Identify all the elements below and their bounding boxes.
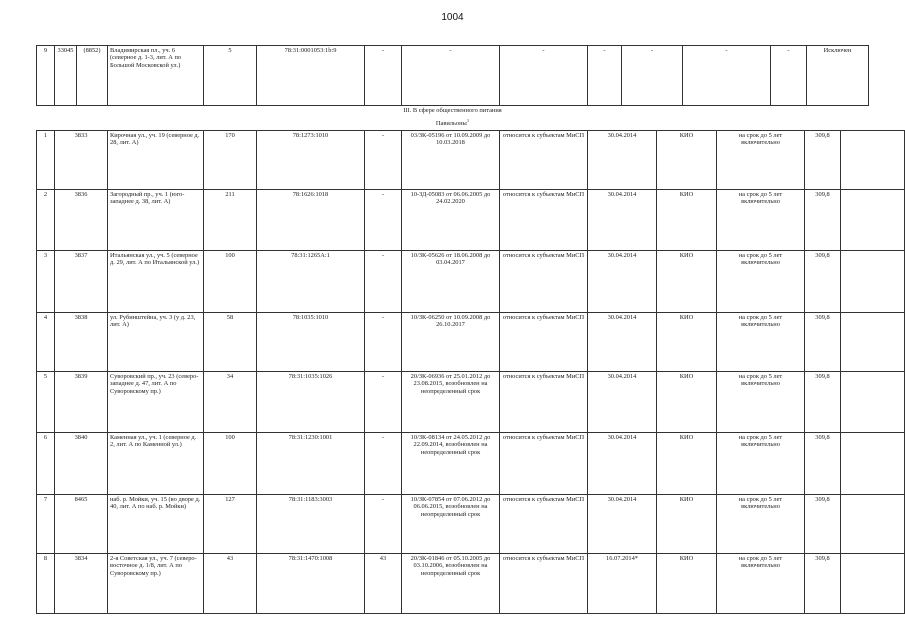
- area: 100: [204, 433, 257, 495]
- object-id: 3836: [55, 190, 108, 251]
- row-number: 4: [37, 313, 55, 372]
- term: на срок до 5 лет включительно: [717, 313, 805, 372]
- table-row: [37, 554, 905, 614]
- organization: КИО: [657, 495, 717, 554]
- row-number: 7: [37, 495, 55, 554]
- cell-5: -: [365, 190, 402, 251]
- object-id: 3840: [55, 433, 108, 495]
- table-row: [37, 313, 905, 372]
- term: на срок до 5 лет включительно: [717, 554, 805, 614]
- object-id: 3838: [55, 313, 108, 372]
- address: Кирочная ул., уч. 19 (северное д. 28, лит. А): [108, 131, 204, 190]
- price: 309,8: [805, 554, 841, 614]
- address: ул. Рубинштейна, уч. 3 (у д. 23, лит. А): [108, 313, 204, 372]
- organization: КИО: [657, 251, 717, 313]
- decision-date: 30.04.2014: [588, 131, 657, 190]
- object-id: 3834: [55, 554, 108, 614]
- cell-5: -: [365, 131, 402, 190]
- price: 309,8: [805, 495, 841, 554]
- row-number: 5: [37, 372, 55, 433]
- object-id: 3837: [55, 251, 108, 313]
- area: 5: [204, 46, 257, 106]
- row-number: 9: [37, 46, 55, 106]
- blank-cell: [841, 313, 905, 372]
- address: Загородный пр., уч. 1 (юго-западнее д. 38, лит. А): [108, 190, 204, 251]
- price: 309,8: [805, 313, 841, 372]
- category: относится к субъектам МиСП: [500, 554, 588, 614]
- cadastral-number: 78:1626:1018: [257, 190, 365, 251]
- cadastral-number: 78:31:0001053:1b:9: [257, 46, 365, 106]
- status-cell: Исключен: [807, 46, 869, 106]
- term: на срок до 5 лет включительно: [717, 495, 805, 554]
- main-table-body: [37, 131, 905, 614]
- decision-date: 30.04.2014: [588, 251, 657, 313]
- cadastral-number: 78:1035:1010: [257, 313, 365, 372]
- cadastral-number: 78:31:1035:1026: [257, 372, 365, 433]
- decision-date: 30.04.2014: [588, 372, 657, 433]
- blank-cell: [841, 433, 905, 495]
- address: Владимирская пл., уч. 6 (северное д. 1-3, лит. А по Большой Московской ул.): [108, 46, 204, 106]
- blank-cell: [841, 495, 905, 554]
- area: 58: [204, 313, 257, 372]
- address: наб. р. Мойки, уч. 15 (во дворе д. 40, лит. А по наб. р. Мойки): [108, 495, 204, 554]
- cell-9: -: [622, 46, 683, 106]
- decision-date: 30.04.2014: [588, 190, 657, 251]
- contract-info: 20/ЗК-06936 от 25.01.2012 до 23.08.2015, возобновлен на неопределенный срок: [402, 372, 500, 433]
- area: 170: [204, 131, 257, 190]
- cell-5: -: [365, 251, 402, 313]
- cell-5: -: [365, 313, 402, 372]
- row-number: 3: [37, 251, 55, 313]
- blank-cell: [841, 251, 905, 313]
- blank-cell: [841, 131, 905, 190]
- category: относится к субъектам МиСП: [500, 372, 588, 433]
- main-table: [36, 130, 905, 614]
- category: относится к субъектам МиСП: [500, 190, 588, 251]
- organization: КИО: [657, 190, 717, 251]
- cell-5: -: [365, 46, 402, 106]
- contract-info: 03/ЗК-05196 от 10.09.2009 до 10.03.2018: [402, 131, 500, 190]
- decision-date: 16.07.2014*: [588, 554, 657, 614]
- blank-cell: [841, 190, 905, 251]
- price: 309,8: [805, 251, 841, 313]
- cadastral-number: 78:31:1183:3003: [257, 495, 365, 554]
- object-id: 3833: [55, 131, 108, 190]
- row-number: 2: [37, 190, 55, 251]
- price: 309,8: [805, 190, 841, 251]
- contract-info: 10/ЗК-08134 от 24.05.2012 до 22.09.2014, возобновлен на неопределенный срок: [402, 433, 500, 495]
- cell-6: -: [402, 46, 500, 106]
- subsection-title-text: Павильоны: [435, 120, 467, 127]
- price: 309,8: [805, 131, 841, 190]
- address: Итальянская ул., уч. 5 (северное д. 29, лит. А по Итальянской ул.): [108, 251, 204, 313]
- contract-info: 10/ЗК-06250 от 10.09.2008 до 26.10.2017: [402, 313, 500, 372]
- price: 309,8: [805, 433, 841, 495]
- cadastral-number: 78:31:1230:1001: [257, 433, 365, 495]
- area: 127: [204, 495, 257, 554]
- area: 211: [204, 190, 257, 251]
- contract-info: 10/ЗК-07854 от 07.06.2012 до 06.06.2015, возобновлен на неопределенный срок: [402, 495, 500, 554]
- object-id: 8465: [55, 495, 108, 554]
- cadastral-number: 78:31:1265А:1: [257, 251, 365, 313]
- category: относится к субъектам МиСП: [500, 251, 588, 313]
- term: на срок до 5 лет включительно: [717, 251, 805, 313]
- decision-date: 30.04.2014: [588, 495, 657, 554]
- cell-5: -: [365, 372, 402, 433]
- category: относится к субъектам МиСП: [500, 131, 588, 190]
- table-row: [37, 495, 905, 554]
- cell-8: -: [588, 46, 622, 106]
- cell-5: 43: [365, 554, 402, 614]
- cell-5: -: [365, 495, 402, 554]
- contract-info: 10/ЗК-05626 от 18.06.2008 до 03.04.2017: [402, 251, 500, 313]
- area: 43: [204, 554, 257, 614]
- blank-cell: [841, 372, 905, 433]
- cell-7: -: [500, 46, 588, 106]
- address: Суворовский пр., уч. 23 (северо-западнее д. 47, лит. А по Суворовскому пр.): [108, 372, 204, 433]
- object-code: (8852): [77, 46, 108, 106]
- cadastral-number: 78:1273:1010: [257, 131, 365, 190]
- address: Каменная ул., уч. 1 (северное д. 2, лит. А по Каменной ул.): [108, 433, 204, 495]
- table-row: [37, 131, 905, 190]
- cell-11: -: [771, 46, 807, 106]
- organization: КИО: [657, 554, 717, 614]
- table-row: [37, 372, 905, 433]
- category: относится к субъектам МиСП: [500, 313, 588, 372]
- object-id: 3839: [55, 372, 108, 433]
- organization: КИО: [657, 131, 717, 190]
- term: на срок до 5 лет включительно: [717, 131, 805, 190]
- table-row: [37, 433, 905, 495]
- row-number: 1: [37, 131, 55, 190]
- area: 100: [204, 251, 257, 313]
- table-row: [37, 251, 905, 313]
- organization: КИО: [657, 372, 717, 433]
- table-row: [37, 190, 905, 251]
- blank-cell: [841, 554, 905, 614]
- organization: КИО: [657, 433, 717, 495]
- contract-info: 10-ЗД-05083 от 06.06.2005 до 24.02.2020: [402, 190, 500, 251]
- category: относится к субъектам МиСП: [500, 433, 588, 495]
- cell-5: -: [365, 433, 402, 495]
- table-row: [37, 46, 869, 106]
- price: 309,8: [805, 372, 841, 433]
- page-number: 1004: [441, 12, 464, 23]
- subsection-title: [0, 117, 905, 128]
- cadastral-number: 78:31:1470:1008: [257, 554, 365, 614]
- term: на срок до 5 лет включительно: [717, 190, 805, 251]
- contract-info: 20/ЗК-01846 от 05.10.2005 до 03.10.2006, возобновлен на неопределенный срок: [402, 554, 500, 614]
- term: на срок до 5 лет включительно: [717, 433, 805, 495]
- cell-10: -: [683, 46, 771, 106]
- term: на срок до 5 лет включительно: [717, 372, 805, 433]
- decision-date: 30.04.2014: [588, 433, 657, 495]
- object-id: 33045: [55, 46, 77, 106]
- section-title: III. В сфере общественного питания: [403, 107, 502, 114]
- organization: КИО: [657, 313, 717, 372]
- top-table: [36, 45, 869, 106]
- category: относится к субъектам МиСП: [500, 495, 588, 554]
- area: 34: [204, 372, 257, 433]
- row-number: 8: [37, 554, 55, 614]
- row-number: 6: [37, 433, 55, 495]
- address: 2-я Советская ул., уч. 7 (северо-восточное д. 1/8, лит. А по Суворовскому пр.): [108, 554, 204, 614]
- decision-date: 30.04.2014: [588, 313, 657, 372]
- subsection-footnote-mark: 1: [466, 117, 470, 123]
